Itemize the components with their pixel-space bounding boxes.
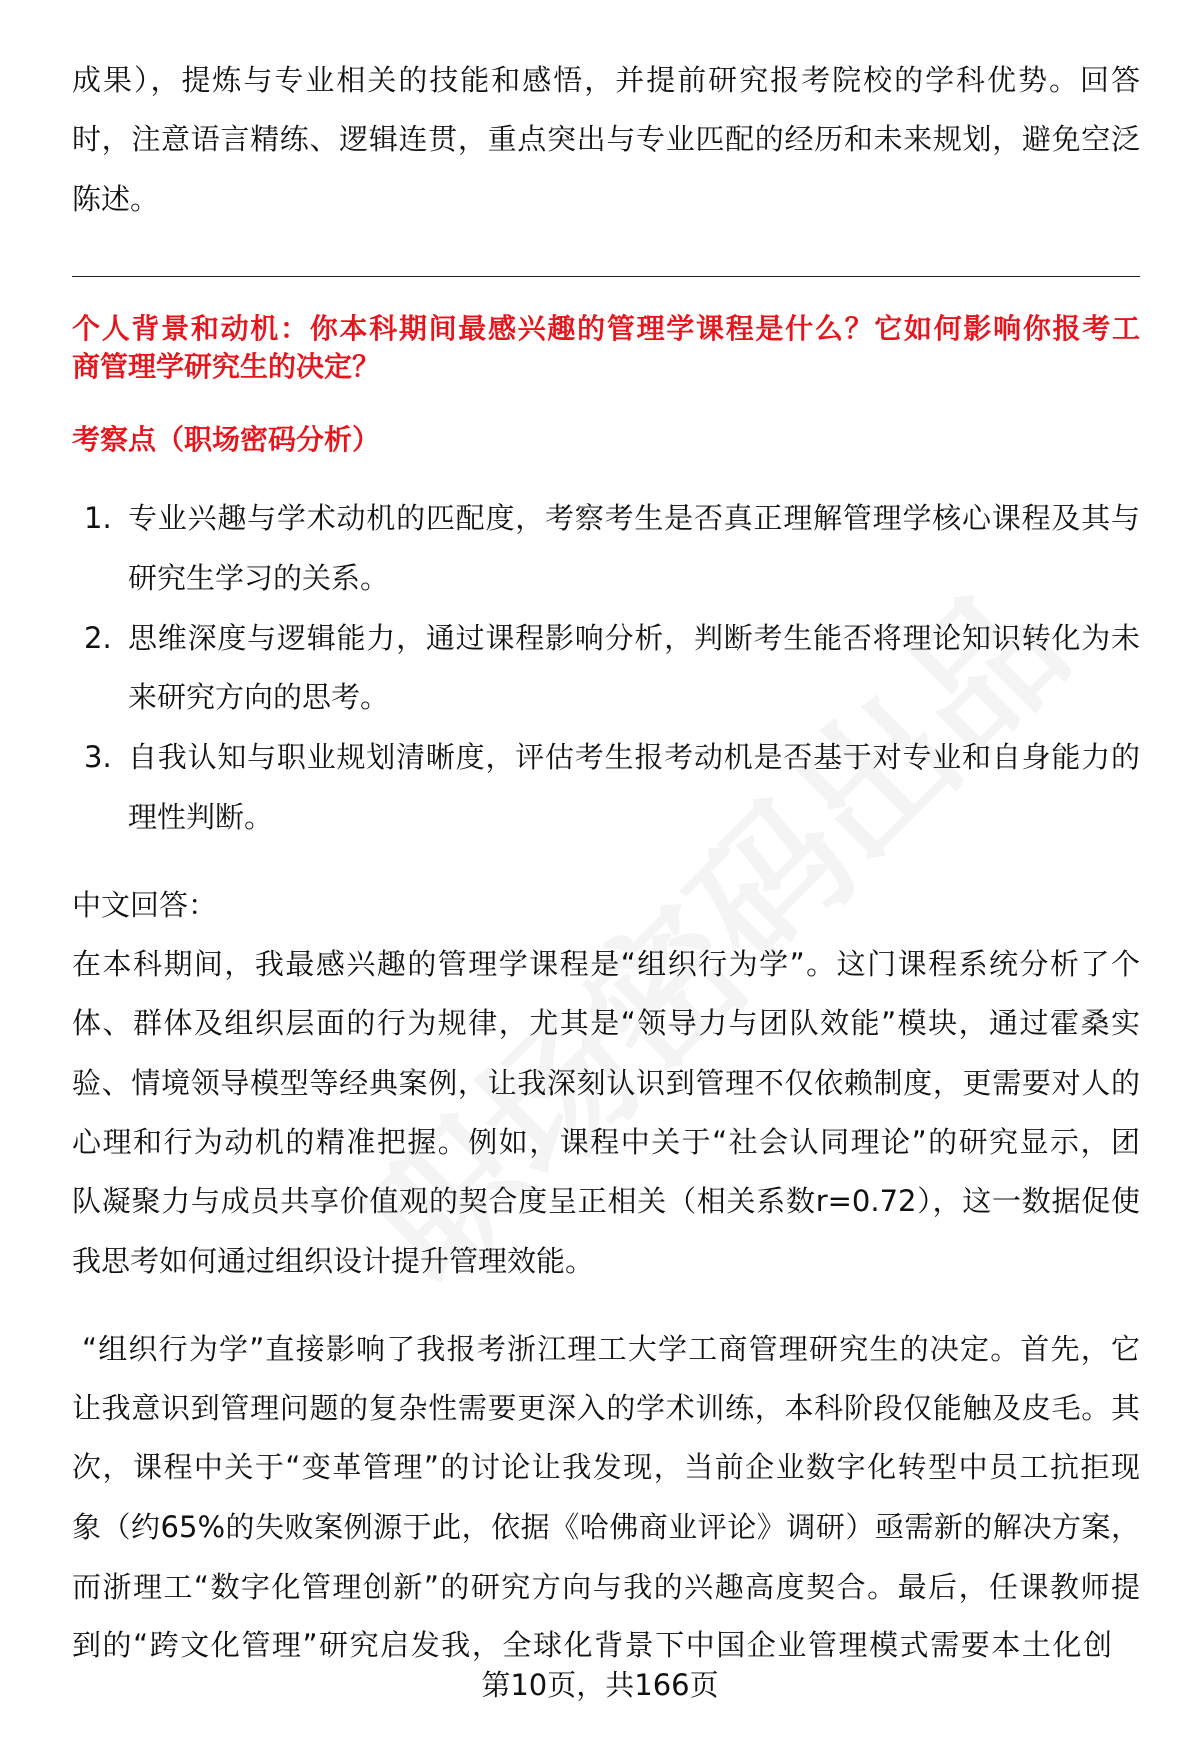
list-number: 3. bbox=[84, 740, 112, 774]
list-item: 专业兴趣与学术动机的匹配度，考察考生是否真正理解管理学核心课程及其与 bbox=[128, 501, 1140, 535]
text-line: 成果），提炼与专业相关的技能和感悟，并提前研究报考院校的学科优势。回答 bbox=[72, 63, 1140, 97]
text-line: 验、情境领导模型等经典案例，让我深刻认识到管理不仅依赖制度，更需要对人的 bbox=[72, 1066, 1140, 1100]
question-heading: 商管理学研究生的决定？ bbox=[72, 350, 381, 383]
list-item: 理性判断。 bbox=[128, 800, 274, 834]
text-line: 到的“跨文化管理”研究启发我，全球化背景下中国企业管理模式需要本土化创 bbox=[72, 1628, 1112, 1662]
list-number: 1. bbox=[84, 501, 112, 535]
text-line: 在本科期间，我最感兴趣的管理学课程是“组织行为学”。这门课程系统分析了个 bbox=[72, 947, 1140, 981]
text-line: 让我意识到管理问题的复杂性需要更深入的学术训练，本科阶段仅能触及皮毛。其 bbox=[72, 1391, 1140, 1425]
section-title: 考察点（职场密码分析） bbox=[72, 423, 381, 456]
list-item: 来研究方向的思考。 bbox=[128, 680, 390, 714]
text-line: 我思考如何通过组织设计提升管理效能。 bbox=[72, 1244, 595, 1278]
text-line: 时，注意语言精练、逻辑连贯，重点突出与专业匹配的经历和未来规划，避免空泛 bbox=[72, 122, 1140, 156]
text-line: 心理和行为动机的精准把握。例如，课程中关于“社会认同理论”的研究显示，团 bbox=[72, 1125, 1140, 1159]
text-line: 而浙理工“数字化管理创新”的研究方向与我的兴趣高度契合。最后，任课教师提 bbox=[72, 1570, 1140, 1604]
divider bbox=[72, 276, 1140, 277]
list-item: 思维深度与逻辑能力，通过课程影响分析，判断考生能否将理论知识转化为未 bbox=[128, 621, 1140, 655]
text-line: 陈述。 bbox=[72, 182, 160, 216]
list-item: 研究生学习的关系。 bbox=[128, 561, 390, 595]
page-number: 第10页，共166页 bbox=[481, 1668, 719, 1702]
text-line: 体、群体及组织层面的行为规律，尤其是“领导力与团队效能”模块，通过霍桑实 bbox=[72, 1006, 1140, 1040]
answer-label: 中文回答： bbox=[72, 888, 218, 922]
list-item: 自我认知与职业规划清晰度，评估考生报考动机是否基于对专业和自身能力的 bbox=[128, 740, 1140, 774]
text-line: 次，课程中关于“变革管理”的讨论让我发现，当前企业数字化转型中员工抗拒现 bbox=[72, 1450, 1140, 1484]
text-line: “组织行为学”直接影响了我报考浙江理工大学工商管理研究生的决定。首先，它 bbox=[82, 1332, 1140, 1366]
list-number: 2. bbox=[84, 621, 112, 655]
question-heading: 个人背景和动机：你本科期间最感兴趣的管理学课程是什么？它如何影响你报考工 bbox=[72, 312, 1140, 345]
text-line: 象（约65%的失败案例源于此，依据《哈佛商业评论》调研）亟需新的解决方案， bbox=[72, 1510, 1140, 1544]
text-line: 队凝聚力与成员共享价值观的契合度呈正相关（相关系数r=0.72），这一数据促使 bbox=[72, 1184, 1140, 1218]
